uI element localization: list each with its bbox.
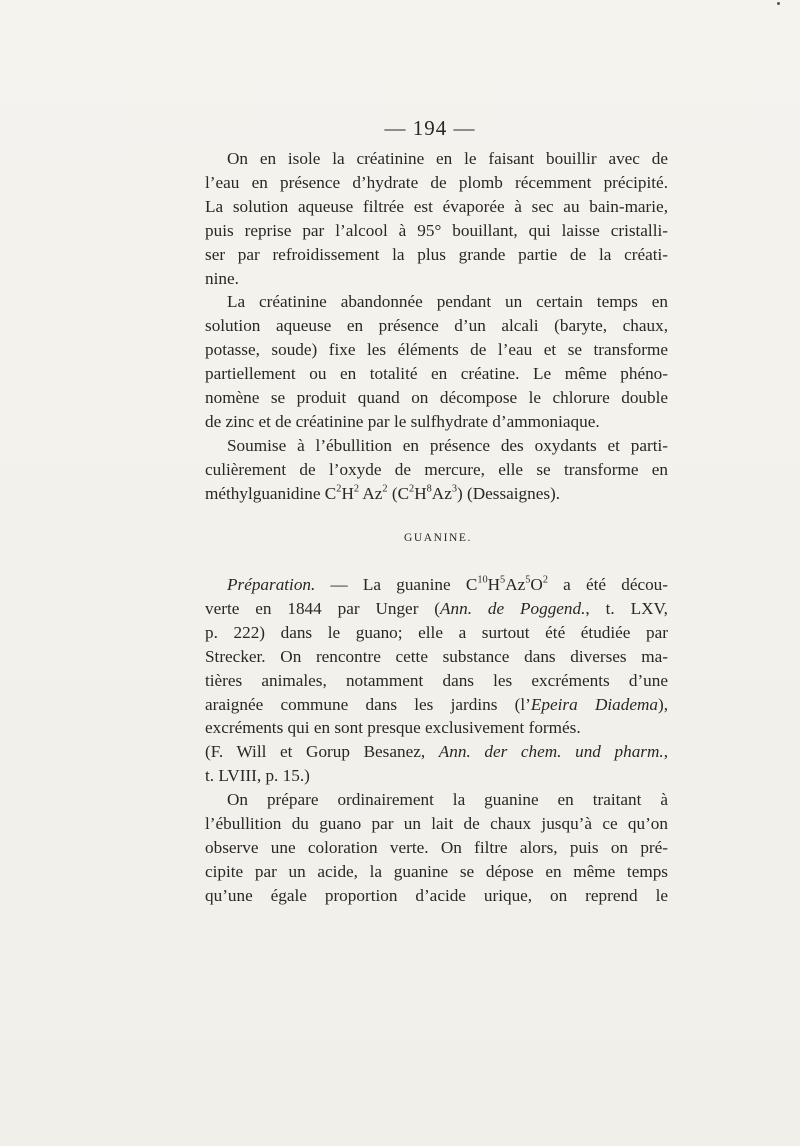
text-fragment: , t. LXV,: [585, 598, 668, 618]
text-fragment: H: [487, 575, 501, 594]
text-line: On en isole la créatinine en le faisant bouillir avec de: [227, 149, 668, 168]
text-line: La solution aqueuse filtrée est évaporée à sec au bain-marie,: [205, 196, 668, 216]
text-fragment: (C: [387, 483, 410, 503]
text-line: excréments qui en sont presque exclusivement formés.: [205, 718, 581, 738]
superscript: 2: [336, 482, 342, 494]
text-line: l’ébullition du guano par un lait de chaux jusqu’à ce qu’on: [205, 814, 668, 834]
text-line: t. LVIII, p. 15.): [205, 766, 310, 786]
text-fragment: O: [530, 575, 543, 594]
italic-label: Préparation.: [227, 575, 316, 594]
paragraph-guanine-method: [205, 788, 668, 908]
paragraph-preparation: [205, 573, 668, 788]
superscript: 2: [409, 482, 415, 494]
italic-citation: Ann. der chem. und pharm.: [438, 742, 664, 762]
text-line: nomène se produit quand on décompose le chlorure double: [205, 388, 668, 408]
text-line: On prépare ordinairement la guanine en traitant à: [227, 790, 668, 810]
text-fragment: araignée commune dans les jardins (l’: [205, 694, 531, 714]
text-fragment: Az: [505, 575, 526, 594]
superscript: 5: [500, 574, 506, 586]
text-fragment: Az: [359, 483, 383, 503]
text-line: nine.: [205, 268, 239, 288]
body-text-upper: [205, 147, 668, 506]
text-fragment: verte en 1844 par Unger (: [205, 598, 441, 618]
body-text-lower: [205, 573, 668, 908]
text-line: puis reprise par l’alcool à 95° bouillant, qui laisse cristalli-: [205, 220, 668, 240]
text-line: cipite par un acide, la guanine se dépose en même temps: [205, 861, 668, 881]
text-line-formula: [205, 573, 668, 597]
superscript: 3: [451, 482, 457, 494]
text-fragment: méthylguanidine C: [205, 483, 337, 503]
paragraph-creatinine-transformation: [205, 290, 668, 433]
italic-species: Epeira Diadema: [530, 694, 658, 714]
superscript: 8: [426, 482, 432, 494]
paragraph-oxidation: [205, 434, 668, 506]
text-line: culièrement de l’oxyde de mercure, elle se transforme en: [205, 459, 668, 479]
superscript: 2: [353, 482, 360, 494]
text-fragment: H: [414, 483, 427, 503]
text-fragment: Az: [431, 483, 452, 503]
text-line: tières animales, notamment dans les excréments d’une: [205, 670, 668, 690]
text-fragment: H: [341, 483, 354, 503]
paragraph-creatinine-isolation: [205, 147, 668, 290]
text-line: ser par refroidissement la plus grande partie de la créati-: [205, 244, 668, 264]
page-number: — 194 —: [384, 116, 476, 140]
text-fragment: (F. Will et Gorup Besanez,: [205, 742, 439, 762]
text-fragment: ),: [657, 694, 668, 714]
text-fragment: — La guanine C: [315, 575, 478, 594]
text-line: Soumise à l’ébullition en présence des oxydants et parti-: [227, 435, 668, 455]
text-line: qu’une égale proportion d’acide urique, on reprend le: [205, 885, 668, 905]
text-fragment: a été décou-: [547, 575, 668, 594]
section-heading: GUANINE.: [403, 532, 473, 544]
text-fragment: ) (Dessaignes).: [456, 483, 561, 503]
italic-citation: Ann. de Poggend.: [440, 598, 586, 618]
text-line: potasse, soude) fixe les éléments de l’eau et se transforme: [205, 340, 668, 360]
text-fragment: ,: [663, 742, 668, 762]
text-line: La créatinine abandonnée pendant un certain temps en: [227, 292, 668, 312]
superscript: 10: [477, 574, 488, 586]
text-line: [205, 597, 668, 621]
superscript: 5: [525, 574, 531, 586]
text-line: p. 222) dans le guano; elle a surtout été étudiée par: [205, 622, 668, 642]
text-line: Strecker. On rencontre cette substance dans diverses ma-: [205, 646, 668, 666]
superscript: 2: [382, 482, 388, 494]
text-line: [205, 740, 668, 764]
superscript: 2: [542, 574, 548, 586]
text-line: [205, 693, 668, 717]
text-line: de zinc et de créatinine par le sulfhydrate d’ammoniaque.: [205, 411, 600, 431]
scan-speck: [777, 2, 780, 5]
text-line: observe une coloration verte. On filtre alors, puis on pré-: [205, 837, 668, 857]
text-line-formula: [205, 482, 668, 506]
text-line: partiellement ou en totalité en créatine. Le même phéno-: [205, 364, 668, 384]
text-line: l’eau en présence d’hydrate de plomb récemment précipité.: [205, 172, 668, 192]
text-line: solution aqueuse en présence d’un alcali (baryte, chaux,: [205, 316, 668, 336]
